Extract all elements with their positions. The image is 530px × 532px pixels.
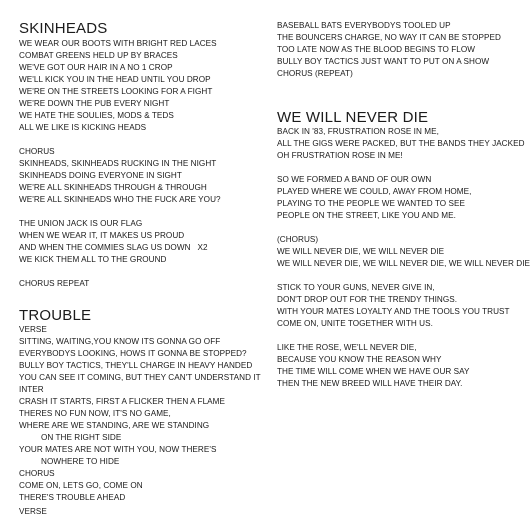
lyric-line: COME ON, UNITE TOGETHER WITH US. — [277, 318, 433, 328]
lyric-line: LIKE THE ROSE, WE'LL NEVER DIE, — [277, 342, 417, 352]
section-label: INTER — [19, 384, 44, 394]
song-title-trouble: TROUBLE — [19, 307, 92, 324]
lyric-line: WE'RE DOWN THE PUB EVERY NIGHT — [19, 98, 170, 108]
lyric-line: WE KICK THEM ALL TO THE GROUND — [19, 254, 167, 264]
lyric-line: YOU CAN SEE IT COMING, BUT THEY CAN'T UNDERSTAND IT — [19, 372, 261, 382]
chorus-label: CHORUS (REPEAT) — [277, 68, 353, 78]
lyric-line: THERE'S TROUBLE AHEAD — [19, 492, 126, 502]
lyric-line: BACK IN '83, FRUSTRATION ROSE IN ME, — [277, 126, 439, 136]
lyric-line: PLAYED WHERE WE COULD, AWAY FROM HOME, — [277, 186, 472, 196]
lyric-line: NOWHERE TO HIDE — [41, 456, 120, 466]
lyric-line: COMBAT GREENS HELD UP BY BRACES — [19, 50, 178, 60]
lyric-line: BULLY BOY TACTICS JUST WANT TO PUT ON A SHOW — [277, 56, 490, 66]
lyric-line: WITH YOUR MATES LOYALTY AND THE TOOLS YOU TRUST — [277, 306, 510, 316]
lyric-line: WE'RE ALL SKINHEADS WHO THE FUCK ARE YOU? — [19, 194, 221, 204]
lyric-line: WHERE ARE WE STANDING, ARE WE STANDING — [19, 420, 210, 430]
lyric-line: PLAYING TO THE PEOPLE WE WANTED TO SEE — [277, 198, 465, 208]
lyric-line: THEN THE NEW BREED WILL HAVE THEIR DAY. — [277, 378, 463, 388]
lyric-line: WE WILL NEVER DIE, WE WILL NEVER DIE — [277, 246, 445, 256]
lyric-line: WE HATE THE SOULIES, MODS & TEDS — [19, 110, 174, 120]
lyric-line: WHEN WE WEAR IT, IT MAKES US PROUD — [19, 230, 185, 240]
lyric-line: DON'T DROP OUT FOR THE TRENDY THINGS. — [277, 294, 458, 304]
lyric-line: WE'RE ON THE STREETS LOOKING FOR A FIGHT — [19, 86, 213, 96]
lyric-line: SKINHEADS, SKINHEADS RUCKING IN THE NIGHT — [19, 158, 217, 168]
chorus-label: CHORUS REPEAT — [19, 278, 90, 288]
lyric-line: BASEBALL BATS EVERYBODYS TOOLED UP — [277, 20, 451, 30]
lyric-line: THE TIME WILL COME WHEN WE HAVE OUR SAY — [277, 366, 470, 376]
lyric-line: OH FRUSTRATION ROSE IN ME! — [277, 150, 403, 160]
lyric-line: WE WILL NEVER DIE, WE WILL NEVER DIE, WE WILL NEVER DIE — [277, 258, 530, 268]
chorus-label: CHORUS — [19, 468, 55, 478]
lyric-line: CRASH IT STARTS, FIRST A FLICKER THEN A FLAME — [19, 396, 225, 406]
lyric-line: BECAUSE YOU KNOW THE REASON WHY — [277, 354, 442, 364]
lyric-line: SITTING, WAITING,YOU KNOW ITS GONNA GO OFF — [19, 336, 221, 346]
lyric-line: WE'VE GOT OUR HAIR IN A NO 1 CROP — [19, 62, 173, 72]
song-title-skinheads: SKINHEADS — [19, 20, 108, 37]
chorus-label: CHORUS — [19, 146, 55, 156]
lyric-line: ALL WE LIKE IS KICKING HEADS — [19, 122, 147, 132]
song-title-we-will-never-die: WE WILL NEVER DIE — [277, 109, 429, 126]
lyric-line: STICK TO YOUR GUNS, NEVER GIVE IN, — [277, 282, 435, 292]
section-label: VERSE — [19, 506, 47, 516]
section-label: VERSE — [19, 324, 47, 334]
lyric-line: THE BOUNCERS CHARGE, NO WAY IT CAN BE STOPPED — [277, 32, 501, 42]
lyric-line: WE'RE ALL SKINHEADS THROUGH & THROUGH — [19, 182, 207, 192]
lyric-line: THE UNION JACK IS OUR FLAG — [19, 218, 143, 228]
lyric-line: EVERYBODYS LOOKING, HOWS IT GONNA BE STOPPED? — [19, 348, 247, 358]
lyric-line: PEOPLE ON THE STREET, LIKE YOU AND ME. — [277, 210, 456, 220]
lyric-line: SKINHEADS DOING EVERYONE IN SIGHT — [19, 170, 182, 180]
lyric-line: SO WE FORMED A BAND OF OUR OWN — [277, 174, 432, 184]
lyric-line: THERES NO FUN NOW, IT'S NO GAME, — [19, 408, 171, 418]
lyric-line: YOUR MATES ARE NOT WITH YOU, NOW THERE'S — [19, 444, 217, 454]
lyric-line: BULLY BOY TACTICS, THEY'LL CHARGE IN HEAVY HANDED — [19, 360, 253, 370]
chorus-label: (CHORUS) — [277, 234, 319, 244]
lyric-line: WE WEAR OUR BOOTS WITH BRIGHT RED LACES — [19, 38, 217, 48]
lyric-line: ALL THE GIGS WERE PACKED, BUT THE BANDS THEY JACKED — [277, 138, 525, 148]
lyric-line: ON THE RIGHT SIDE — [41, 432, 122, 442]
lyric-line: WE'LL KICK YOU IN THE HEAD UNTIL YOU DROP — [19, 74, 211, 84]
lyric-line: AND WHEN THE COMMIES SLAG US DOWN X2 — [19, 242, 208, 252]
lyric-line: COME ON, LETS GO, COME ON — [19, 480, 143, 490]
lyric-line: TOO LATE NOW AS THE BLOOD BEGINS TO FLOW — [277, 44, 476, 54]
